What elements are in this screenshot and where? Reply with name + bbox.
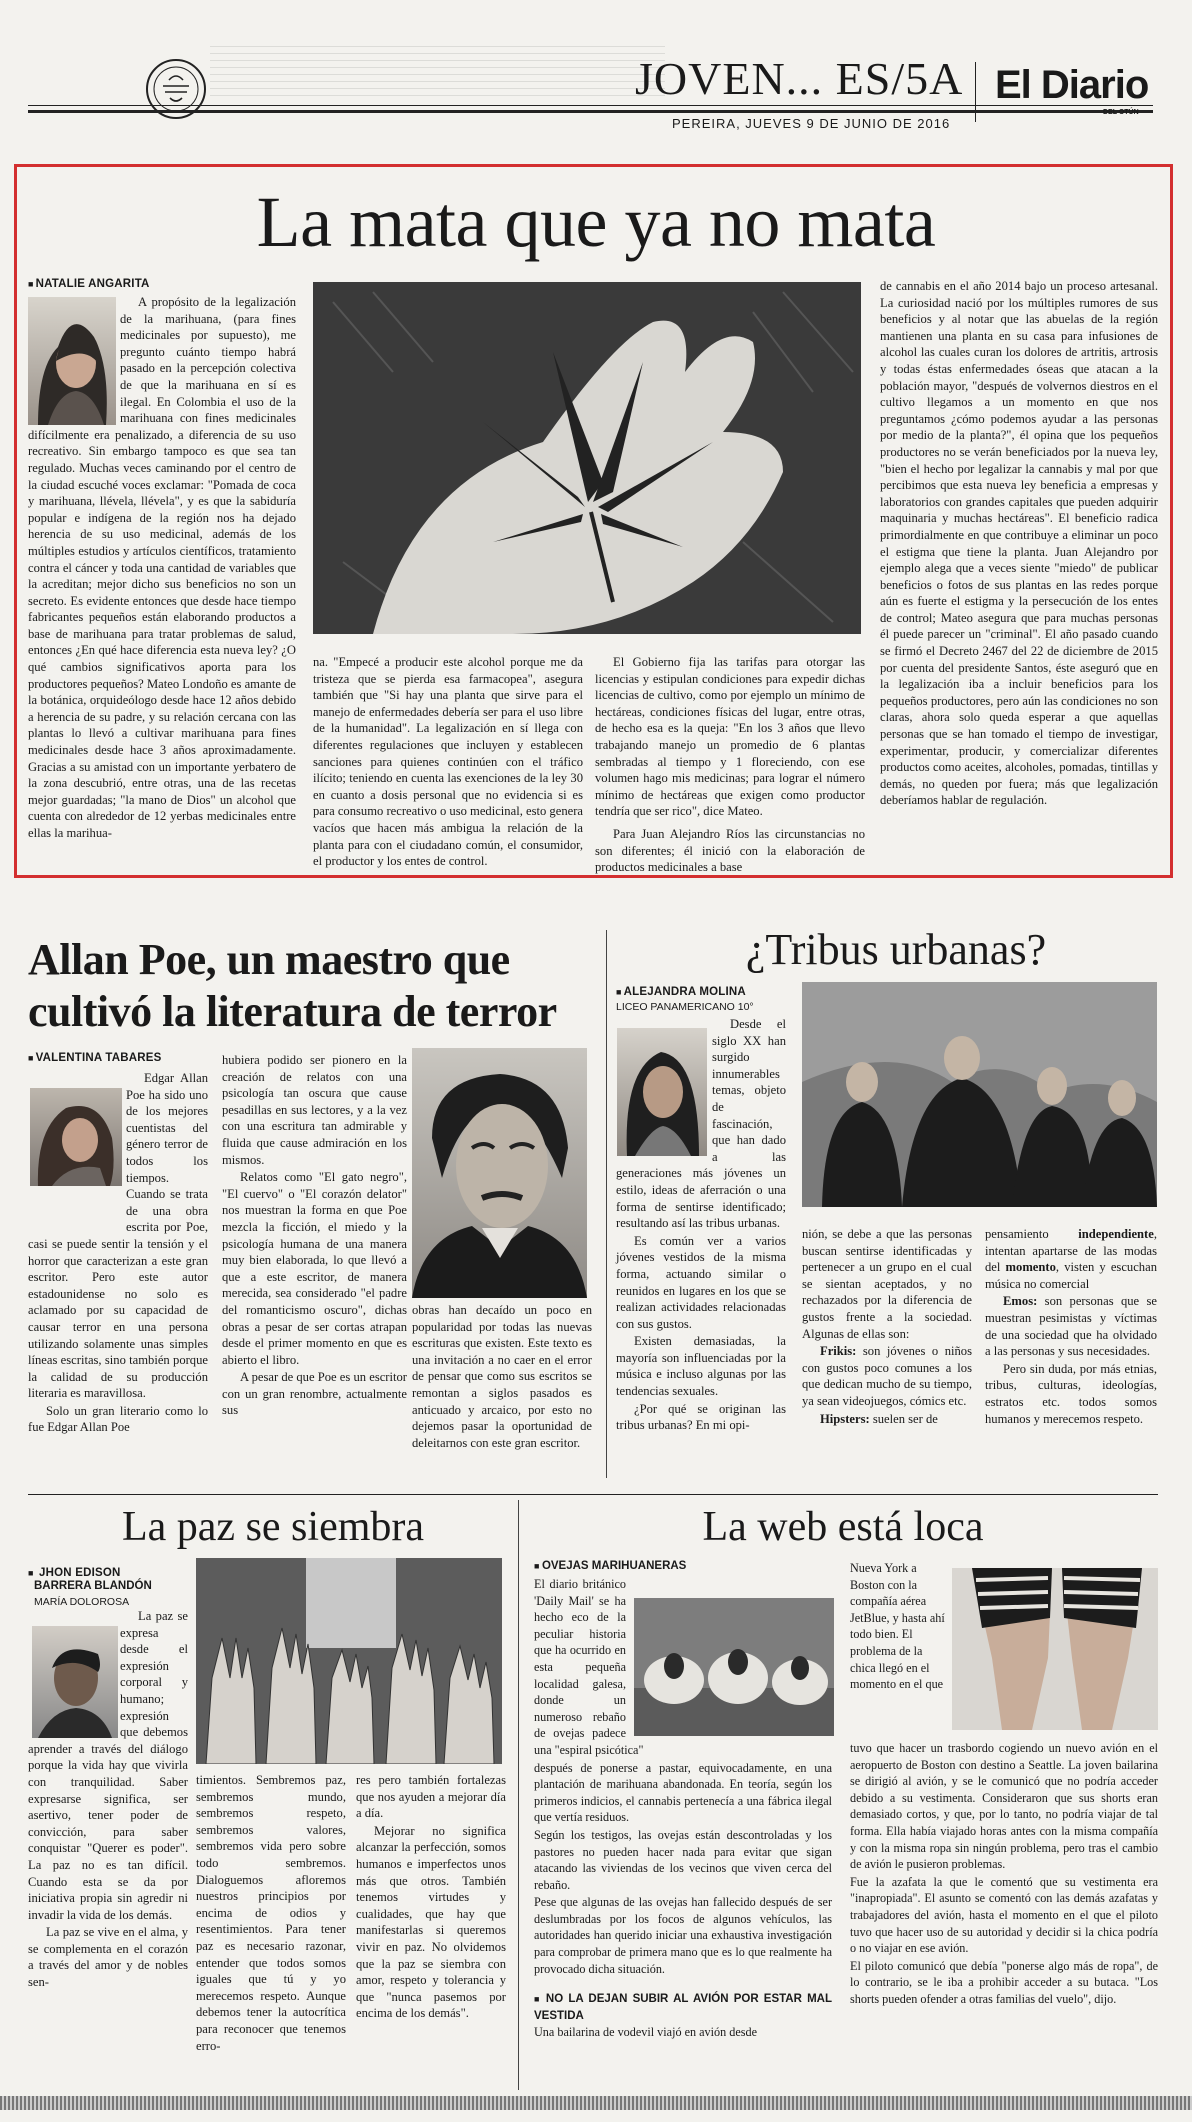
photo-peace-hands [196, 1558, 502, 1764]
photo-marijuana-hand [313, 282, 861, 634]
masthead-bg [210, 40, 665, 102]
headline-la-web: La web está loca [702, 1504, 984, 1550]
art5-sub1-text-a: El diario británico 'Daily Mail' se ha hecho eco de la peculiar historia que ha ocurrido en esta pequeña localidad galesa, donde un numeroso rebaño de ovejas padece una "espiral psicótica" [534, 1577, 644, 1757]
masthead-rule-bottom [28, 110, 1153, 113]
byline-jhon-line2: BARRERA BLANDÓN [34, 1580, 152, 1592]
art3-col1 [616, 1016, 786, 1435]
art3-col3: pensamiento independiente, intentan apartarse de las modas del momento, visten y escuchan música no comercial Emos: son personas que se muestran pesimistas y víctimas de una sociedad que ha olvidado a las personas y sus necesidades. Pero sin duda, por más etnias, tribus, culturas, ideologías, estratos etc. todos somos humanos y merecemos respeto. [985, 1227, 1157, 1426]
art5-col2-text-a: Nueva York a Boston con la compañía aérea JetBlue, y hasta ahí todo bien. El problema de la chica llegó en el momento en el que [850, 1561, 945, 1692]
school-name: LICEO PANAMERICANO 10° [616, 1001, 754, 1013]
art5-col2-text-c: Fue la azafata la que le comentó que su vestimenta era "inapropiada". El asunto se comentó con las demás azafatas y trabajadores del avión, hasta el momento en el que el piloto tuvo que hacer uso de su autoridad y decidir si la chica podría o no viajar en ese avión. [850, 1874, 1158, 1956]
art1-col2-text: na. "Empecé a producir este alcohol porque me da tristeza que se pierda esa farmacopea", asegura también que "Si hay una planta que sirve para el manejo de enfermedades debería ser para el uso libre de la humanidad". La legalización en sí llega con diferentes regulaciones que incluyen y establecen sanciones para quienes continúen con el tráfico ilícito; teniendo en cuenta las exenciones de la ley 30 en cuanto a dosis personal que no evidencia si es para consumo recreativo o uso medicinal, esto genera vacíos que hacen más ambigua la relación de la planta para con el ciudadano común, el consumidor, el productor y los entes de control. [313, 655, 583, 869]
column-divider-2 [518, 1500, 519, 2090]
school-maria-dolorosa: MARÍA DOLOROSA [34, 1596, 130, 1608]
art3-col1-text-4: ¿Por qué se originan las tribus urbanas? En mi opi- [616, 1401, 786, 1433]
art2-col2-text-2: Relatos como "El gato negro", "El cuervo" o "El corazón delator" nos muestran la forma en que Poe mezcla la ficción, el miedo y la psicología humana de una manera muy bien elaborada, lo que llevó a que a este escritor, de manera merecida, sea considerado "el padre del romanticismo oscuro", dichas obras a pesar de ser cortas atrapan desde el primer momento en que es abierto el libro. [222, 1170, 407, 1367]
art5-sub1-text-d: Pese que algunas de las ovejas han fallecido después de ser deslumbradas por los focos de algunos vehículos, las autoridades han querido iniciar una exhaustiva investigación para comprobar de primera mano que es lo que realmente ha provocado dicha situación. [534, 1895, 832, 1976]
byline-valentina: ■ VALENTINA TABARES [28, 1052, 162, 1064]
byline-alejandra: ■ ALEJANDRA MOLINA [616, 986, 746, 998]
art1-col2 [313, 654, 583, 871]
hipsters-label: Hipsters: [820, 1411, 870, 1426]
art5-col2 [850, 1740, 1158, 2009]
art3-col1-text-2: Es común ver a varios jóvenes vestidos de la misma forma, actuando similar o reunidos en lugares en los que se realizan actividades relacionadas con sus gustos. [616, 1233, 786, 1331]
art4-col3-text-2: Mejorar no significa alcanzar la perfección, somos humanos e imperfectos unos más que otros. También tenemos virtudes y cualidades, que hay que manifestarlas si queremos vivir en paz. No olvidemos que la paz se siembra con amor, respeto y tolerancia y que "nunca pasemos por encima de los demás". [356, 1823, 506, 2021]
art2-col1-text-2: Solo un gran literario como lo fue Edgar Allan Poe [28, 1403, 208, 1435]
art3-col1-text-1: Desde el siglo XX han surgido innumerables temas, objeto de fascinación, que han dado a las generaciones más jóvenes un estilo, ideas de aferración o una forma de sentirse identificado; resultando así las tribus urbanas. [616, 1017, 786, 1231]
section-name: JOVEN... ES/ [635, 53, 906, 104]
art5-sub2-text-a: Una bailarina de vodevil viajó en avión desde [534, 2025, 758, 2040]
art4-col1-text-2: La paz se vive en el alma, y se complementa en el corazón a través del amor y de nobles sen- [28, 1925, 188, 1990]
headline-la-paz: La paz se siembra [121, 1504, 425, 1550]
art1-col4 [880, 278, 1158, 810]
art3-col1-text-3: Existen demasiadas, la mayoría son influenciadas por la música e incluso algunas por las tendencias sexuales. [616, 1334, 786, 1399]
subhead-avion: ■ NO LA DEJAN SUBIR AL AVIÓN POR ESTAR MAL VESTIDA [534, 1991, 832, 2024]
art3-col2 [802, 1226, 972, 1428]
column-divider-1 [606, 930, 607, 1478]
emos-label: Emos: [1003, 1294, 1038, 1309]
art2-col1 [28, 1070, 208, 1437]
art1-col4-text: de cannabis en el año 2014 bajo un proceso artesanal. La curiosidad nació por los múltiples rumores de sus beneficios y al notar que las abuelas de la región mantienen una planta en su casa para infusiones de alcohol las cuales curan los dolores de artritis, artrosis y todas éstas enfermedades óseas que atacan a la población mayor, "después de volvernos diestros en el cultivo llegamos a un momento en que nos preguntamos ¿cómo podemos ayudar a las personas por medio de la planta?", él opina que los pequeños productores no se verán beneficiados por la nueva ley, "bien el hecho por legalizar la cannabis y mal por que percibimos que esta nueva ley beneficia a empresas y laboratorios con grandes capitales que pueden adquirir maquinaria y muchas hectáreas". El beneficio radica primordialmente en que contribuye a eliminar un poco el estigma que tiene la planta. Juan Alejandro por ejemplo alega que a veces siente "miedo" de publicar beneficios o fotos de sus plantas en las redes porque aún es fuerte el estigma y la persecución de los entes de control; Mateo asegura que para muchas personas él puede parecer un "criminal". El año pasado cuando se firmó el Decreto 2467 del 22 de diciembre de 2015 por cuenta del presidente Santos, éste aseguró que en la legalización iba a incluir beneficios para los pequeños productores, pero aún las condiciones no son claras, ahora solo queda esperar a que aquellas personas que se han tomado el tiempo de investigar, experimentar, producir, y comercializar diferentes productos como aceites, alcoholes, pomadas, tintillas y demás, no queden por fuera; más que legalización deberíamos hablar de regulación. [880, 279, 1158, 808]
art2-col3 [412, 1302, 592, 1452]
photo-urban-tribes [802, 982, 1157, 1207]
art5-col2-top [850, 1560, 946, 1694]
byline-natalie: ■ NATALIE ANGARITA [28, 278, 150, 290]
byline-jhon: ■ JHON EDISON [28, 1566, 120, 1581]
art1-col1-text: A propósito de la legalización de la marihuana, (para fines medicinales por supuesto), me pregunto cuánto tiempo habrá pasado en la percepción colectiva de que la marihuana en sí es ilegal. En Colombia el uso de la marihuana con fines medicinales difícilmente era penalizado, a diferencia de su uso recreativo. Sin embargo tampoco es que sea tan regulado. Muchas veces caminando por el centro de la ciudad escuché voces exclamar: "Pomada de coca y marihuana, llévela, llévela", y es que la sabiduría popular e indígena de la región nos ha dejado herencia de su uso medicinal, además de los múltiples estudios y artículos científicos, tratamiento contra el cáncer y toda una cantidad de variables que la acreditan; mejor dicho sus beneficios no son un secreto. Es evidente entonces que desde hace tiempo fabricantes pequeños están elaborando productos a base de marihuana para tratar problemas de salud, entonces ¿En qué hace diferencia esta nueva ley? ¿O qué cambios significativos aporta para los productores pequeños? Mateo Londoño es amante de la botánica, orquideólogo desde hace 12 años debido a herencia de su padre, y su relación cercana con las plantas lo llevó a cultivar marihuana para fines medicinales desde hace 3 años aproximadamente. Gracias a su amistad con un importante yerbatero de la zona descubrió, entre otras, una de las recetas mejor guardadas; "la mano de Dios" un alcohol que cuenta con alrededor de 12 yerbas medicinales entre ellas la marihua- [28, 295, 296, 840]
headline-la-mata: La mata que ya no mata [256, 182, 936, 262]
photo-shorts [952, 1568, 1158, 1730]
brand-logo: El Diario [995, 63, 1149, 107]
art5-col2-text-d: El piloto comunicó que debía "ponerse algo más de ropa", de lo contrario, se le iba a prohibir acceder a su butaca. "Los shorts pueden ofender a otras familias del vuelo", dijo. [850, 1958, 1158, 2006]
art4-col2-text: timientos. Sembremos paz, sembremos mundo, sembremos respeto, sembremos valores, sembremos vida pero sobre todo sembremos. Dialoguemos afloremos nuestros principios por encima de odios y resentimientos. Para tener paz es necesario razonar, entender que todos somos iguales que tú y yo merecemos respeto. Aunque debemos tener la autocrítica para reconocer que tenemos erro- [196, 1773, 346, 2053]
masthead-rule-top [28, 105, 1153, 106]
art2-col2-text-1: hubiera podido ser pionero en la creación de relatos con una psicología tan oscura que cause pesadillas en sus lectores, y a la vez con una escritura tan admirable y fluida que cause admiración en los mismos. [222, 1053, 407, 1167]
headline-tribus: ¿Tribus urbanas? [745, 925, 1047, 974]
art4-col3-text-1: res pero también fortalezas que nos ayuden a mejorar día a día. [356, 1773, 506, 1821]
photo-sheep [634, 1598, 834, 1736]
dateline: PEREIRA, JUEVES 9 DE JUNIO DE 2016 [672, 116, 951, 131]
art3-col2-text-1: nión, se debe a que las personas buscan sentirse identificadas y pertenecer a un grupo en el cual se sientan aceptados, y no rechazados por la diferencia de gustos frente a la sociedad. Algunas de ellas son: [802, 1227, 972, 1341]
section-title [635, 54, 963, 104]
art1-col3 [595, 654, 865, 877]
hipsters-text: suelen ser de [872, 1411, 938, 1426]
art4-col3 [356, 1772, 506, 2023]
art5-col2-text-b: tuvo que hacer un trasbordo cogiendo un nuevo avión en el aeropuerto de Boston con destino a Seattle. La joven bailarina se dirigió al avión, y se le comunicó que no podría acceder debido a su vestimenta. Consideraron que sus shorts eran demasiado cortos, y que, por lo tanto, no podría viajar de tal forma. Ella había viajado horas antes con la misma compañía y con la misma ropa sin ningún problema, pero tras el cambio de avión le pusieron problemas. [850, 1741, 1158, 1872]
masthead-divider [975, 62, 976, 122]
section-rule-bottom [28, 1494, 1158, 1495]
photo-edgar-allan-poe [412, 1048, 587, 1298]
subhead-ovejas: ■ OVEJAS MARIHUANERAS [534, 1560, 686, 1572]
art1-col1 [28, 294, 296, 914]
headline-line-1: Allan Poe, un maestro que [28, 935, 510, 984]
art1-col3-text-2: Para Juan Alejandro Ríos las circunstancias no son diferentes; él inició con la elaboración de productos medicinales a base [595, 826, 865, 875]
brand-sub: DEL OTÚN [1103, 109, 1139, 116]
art2-col3-text: obras han decaído un poco en popularidad por todas las nuevas escrituras que existen. Este texto es una invitación a no caer en el error de pensar que como sus escritos se remontan a siglos pasados es anticuado y arcaico, por esto no dejemos pasar la oportunidad de deleitarnos con este gran escritor. [412, 1303, 592, 1450]
art3-col3-text-3: Pero sin duda, por más etnias, tribus, culturas, ideologías, estratos etc. todos somos humanos y merecemos respeto. [985, 1361, 1157, 1426]
art2-col2 [222, 1052, 407, 1420]
frikis-label: Frikis: [820, 1344, 857, 1359]
footer-bar [0, 2096, 1192, 2110]
art1-col3-text-1: El Gobierno fija las tarifas para otorgar las licencias y estipulan condiciones para expedir dichas licencias de cultivo, como por ejemplo un mínimo de hectáreas, condiciones físicas del lugar, entre otras, de hecho esa es la queja: "En los 3 años que llevo trabajando manejo un promedio de 6 plantas sembradas al tiempo y 1 floreciendo, con ese volumen hago mis medicinas; para lograr el número mínimo de hectáreas que exigen como productor tendría que ser rico", dice Mateo. [595, 655, 865, 819]
page-number: 5A [905, 53, 964, 104]
headline-allan-poe [28, 934, 608, 1038]
art5-sub1-text-c: Según los testigos, las ovejas están descontroladas y los pastores no pueden hacer nada para evitar que sigan atacando las viviendas de los vecinos que viven cerca del rebaño. [534, 1827, 832, 1892]
art2-col2-text-3: A pesar de que Poe es un escritor con un gran renombre, actualmente sus [222, 1370, 407, 1418]
frikis-text: son jóvenes o niños con gustos poco comunes a los que dedican mucho de su tiempo, ya sean videojuegos, cómics etc. [802, 1344, 972, 1408]
headline-line-2: cultivó la literatura de terror [28, 987, 557, 1036]
art4-col1-text-1: La paz se expresa desde el expresión corporal y humano; expresión que debemos aprender a través del diálogo porque la vida hay que vivirla con tranquilidad. Saber expresarse significa, ser asertivo, tener poder de convicción, para saber conquistar "Querer es poder". La paz no es tan difícil. Cuando esta se da por iniciativa propia sin agredir ni invadir la vida de los demás. [28, 1609, 188, 1922]
emos-text: son personas que se muestran pesimistas y víctimas de una sociedad que ha olvidado a las personas y sus necesidades. [985, 1294, 1157, 1359]
art2-col1-text-1: Edgar Allan Poe ha sido uno de los mejores cuentistas del género terror de todos los tiempos. Cuando se trata de una obra escrita por Poe, casi se puede sentir la tensión y el horror que caracterizan a este gran escritor. Pero este autor estadounidense no solo es aclamado por su capacidad de causar terror en una persona utilizando solamente unas simples líneas escritas, sino también porque la calidad de su producción literaria es maravillosa. [28, 1071, 208, 1401]
art4-col2 [196, 1772, 346, 2055]
art5-sub1-text-b: después de ponerse a pastar, equivocadamente, en una plantación de marihuana abandonada. En teoría, según los primeros indicios, el cannabis pertenecía a una fábrica ilegal que vertía residuos. [534, 1760, 832, 1825]
art4-col1 [28, 1608, 188, 1992]
